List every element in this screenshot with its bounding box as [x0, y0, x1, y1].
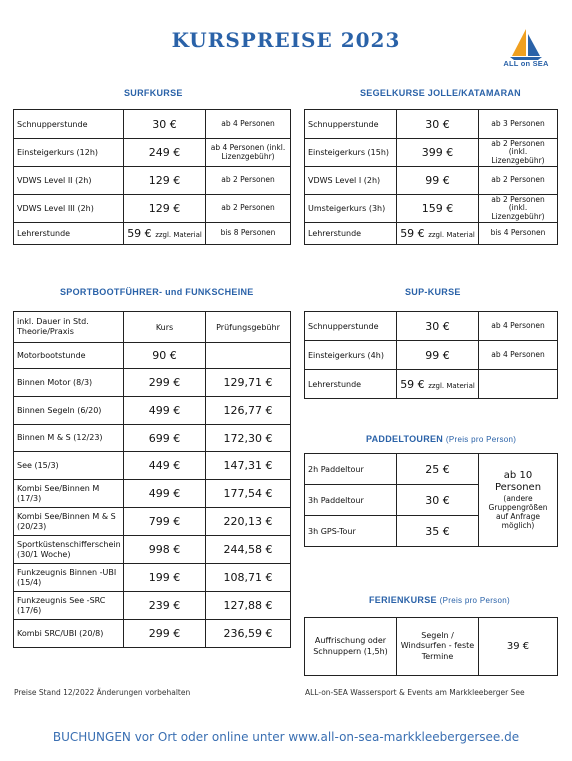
- license-course-price: 299 €: [124, 369, 206, 397]
- ferien-section-title: [369, 595, 510, 605]
- license-exam-fee: 177,54 €: [206, 480, 291, 508]
- sup-row: [305, 312, 558, 341]
- course-note: ab 4 Personen: [206, 110, 291, 139]
- license-name: Motorbootstunde: [14, 343, 124, 369]
- price-value: 30 €: [425, 117, 450, 131]
- surf-row: [14, 195, 291, 223]
- sup-section-title: SUP-KURSE: [405, 287, 461, 297]
- course-name: VDWS Level III (2h): [14, 195, 124, 223]
- page-title: KURSPREISE 2023: [171, 28, 401, 52]
- tour-name: 3h Paddeltour: [305, 485, 397, 516]
- paddel-subtitle: (Preis pro Person): [445, 435, 517, 444]
- course-name: Schnupperstunde: [305, 312, 397, 341]
- sailboat-icon: [500, 26, 552, 62]
- course-note: ab 3 Personen: [479, 110, 558, 139]
- price-value: 159 €: [421, 202, 454, 215]
- course-name: Einsteigerkurs (12h): [14, 139, 124, 167]
- logo-text: ALL on SEA: [503, 59, 549, 68]
- price-value: 59 €: [400, 227, 425, 240]
- price-extra: zzgl. Material: [155, 231, 202, 239]
- license-exam-fee: 220,13 €: [206, 508, 291, 536]
- license-exam-fee: 126,77 €: [206, 397, 291, 425]
- surf-row: [14, 110, 291, 139]
- course-name: Einsteigerkurs (4h): [305, 341, 397, 370]
- course-price: [124, 223, 206, 245]
- ferien-row: [305, 618, 558, 676]
- tour-price: 35 €: [397, 516, 479, 547]
- ferien-price-table: [304, 617, 558, 676]
- sportboot-row: [14, 452, 291, 480]
- license-name: Kombi See/Binnen M & S (20/23): [14, 508, 124, 536]
- segel-price-table: [304, 109, 558, 245]
- license-name: See (15/3): [14, 452, 124, 480]
- ferien-price-cell: 39 €: [479, 618, 558, 676]
- price-value: 30 €: [152, 117, 177, 131]
- sup-price-table: [304, 311, 558, 399]
- segel-row: [305, 139, 558, 167]
- tour-price: 30 €: [397, 485, 479, 516]
- header-name: inkl. Dauer in Std. Theorie/Praxis: [14, 312, 124, 343]
- sportboot-row: [14, 369, 291, 397]
- sup-row: [305, 370, 558, 399]
- surf-row: [14, 167, 291, 195]
- course-price: [397, 341, 479, 370]
- course-note: bis 8 Personen: [206, 223, 291, 245]
- surf-row: [14, 139, 291, 167]
- price-value: 99 €: [425, 348, 450, 362]
- booking-info: BUCHUNGEN vor Ort oder online unter www.all-on-sea-markkleebergersee.de: [52, 730, 520, 744]
- license-course-price: 499 €: [124, 480, 206, 508]
- group-note-sub: (andere Gruppengrößen auf Anfrage möglich): [488, 494, 548, 530]
- sup-row: [305, 341, 558, 370]
- course-note: ab 2 Personen (inkl. Lizenzgebühr): [479, 195, 558, 223]
- course-name: Lehrerstunde: [14, 223, 124, 245]
- license-exam-fee: 236,59 €: [206, 620, 291, 648]
- license-course-price: 239 €: [124, 592, 206, 620]
- course-note: ab 4 Personen: [479, 312, 558, 341]
- surf-section-title: SURFKURSE: [124, 88, 183, 98]
- course-note: ab 4 Personen (inkl. Lizenzgebühr): [206, 139, 291, 167]
- price-value: 249 €: [148, 146, 181, 159]
- segel-section-title: SEGELKURSE JOLLE/KATAMARAN: [360, 88, 521, 98]
- course-note: ab 2 Personen (inkl. Lizenzgebühr): [479, 139, 558, 167]
- license-exam-fee: 147,31 €: [206, 452, 291, 480]
- sportboot-row: [14, 480, 291, 508]
- license-name: Kombi See/Binnen M (17/3): [14, 480, 124, 508]
- brand-logo: [500, 26, 552, 74]
- sportboot-row: [14, 397, 291, 425]
- course-name: Lehrerstunde: [305, 223, 397, 245]
- license-course-price: 449 €: [124, 452, 206, 480]
- header-kurs: Kurs: [124, 312, 206, 343]
- license-course-price: 199 €: [124, 564, 206, 592]
- course-price: [124, 195, 206, 223]
- segel-row: [305, 223, 558, 245]
- course-note: [479, 370, 558, 399]
- course-name: Schnupperstunde: [14, 110, 124, 139]
- segel-row: [305, 195, 558, 223]
- license-name: Binnen Motor (8/3): [14, 369, 124, 397]
- course-price: [397, 139, 479, 167]
- course-price: [397, 167, 479, 195]
- sportboot-row: [14, 536, 291, 564]
- ferien-subtitle: (Preis pro Person): [439, 596, 510, 605]
- course-note: ab 2 Personen: [206, 195, 291, 223]
- course-price: [397, 312, 479, 341]
- price-extra: zzgl. Material: [428, 381, 475, 390]
- license-name: Binnen Segeln (6/20): [14, 397, 124, 425]
- sportboot-row: [14, 425, 291, 452]
- ferien-title: FERIENKURSE: [369, 595, 437, 605]
- course-note: ab 4 Personen: [479, 341, 558, 370]
- course-note: ab 2 Personen: [206, 167, 291, 195]
- license-exam-fee: 244,58 €: [206, 536, 291, 564]
- ferien-course-cell: Auffrischung oder Schnuppern (1,5h): [305, 618, 397, 676]
- license-name: Kombi SRC/UBI (20/8): [14, 620, 124, 648]
- header-gebuehr: Prüfungsgebühr: [206, 312, 291, 343]
- course-name: Lehrerstunde: [305, 370, 397, 399]
- license-course-price: 799 €: [124, 508, 206, 536]
- group-note-main: ab 10 Personen: [494, 470, 542, 493]
- course-price: [124, 139, 206, 167]
- course-price: [397, 223, 479, 245]
- surf-price-table: [13, 109, 291, 245]
- course-price: [397, 195, 479, 223]
- license-name: Funkzeugnis Binnen -UBI (15/4): [14, 564, 124, 592]
- tour-price: 25 €: [397, 454, 479, 485]
- tour-name: 3h GPS-Tour: [305, 516, 397, 547]
- price-value: 59 €: [400, 377, 425, 391]
- tour-name: 2h Paddeltour: [305, 454, 397, 485]
- segel-row: [305, 110, 558, 139]
- paddel-row: [305, 454, 558, 485]
- sportboot-section-title: SPORTBOOTFÜHRER- und FUNKSCHEINE: [60, 287, 254, 297]
- course-name: VDWS Level II (2h): [14, 167, 124, 195]
- course-name: Einsteigerkurs (15h): [305, 139, 397, 167]
- price-value: 30 €: [425, 319, 450, 333]
- group-note-cell: [479, 454, 558, 547]
- sportboot-price-table: [13, 311, 291, 648]
- paddel-title: PADDELTOUREN: [366, 434, 444, 444]
- course-price: [124, 167, 206, 195]
- course-price: [397, 110, 479, 139]
- paddel-price-table: [304, 453, 558, 547]
- license-exam-fee: 127,88 €: [206, 592, 291, 620]
- course-name: VDWS Level I (2h): [305, 167, 397, 195]
- course-name: Umsteigerkurs (3h): [305, 195, 397, 223]
- paddel-section-title: [366, 434, 516, 444]
- price-value: 129 €: [148, 202, 181, 215]
- course-note: ab 2 Personen: [479, 167, 558, 195]
- sportboot-row: [14, 564, 291, 592]
- sportboot-row: [14, 508, 291, 536]
- sportboot-row: [14, 620, 291, 648]
- course-note: bis 4 Personen: [479, 223, 558, 245]
- price-status-note: Preise Stand 12/2022 Änderungen vorbehalten: [14, 688, 191, 697]
- course-price: [397, 370, 479, 399]
- license-exam-fee: 129,71 €: [206, 369, 291, 397]
- price-value: 99 €: [425, 174, 450, 187]
- license-exam-fee: [206, 343, 291, 369]
- license-course-price: 499 €: [124, 397, 206, 425]
- license-name: Binnen M & S (12/23): [14, 425, 124, 452]
- course-name: Schnupperstunde: [305, 110, 397, 139]
- license-course-price: 998 €: [124, 536, 206, 564]
- segel-row: [305, 167, 558, 195]
- price-extra: zzgl. Material: [428, 231, 475, 239]
- license-course-price: 299 €: [124, 620, 206, 648]
- sportboot-row: [14, 592, 291, 620]
- price-value: 129 €: [148, 174, 181, 187]
- license-course-price: 699 €: [124, 425, 206, 452]
- surf-row: [14, 223, 291, 245]
- sportboot-header-row: [14, 312, 291, 343]
- license-exam-fee: 172,30 €: [206, 425, 291, 452]
- license-name: Sportküstenschifferschein (30/1 Woche): [14, 536, 124, 564]
- sportboot-row: [14, 343, 291, 369]
- license-course-price: 90 €: [124, 343, 206, 369]
- course-price: [124, 110, 206, 139]
- license-name: Funkzeugnis See -SRC (17/6): [14, 592, 124, 620]
- license-exam-fee: 108,71 €: [206, 564, 291, 592]
- ferien-type-cell: Segeln / Windsurfen - feste Termine: [397, 618, 479, 676]
- price-value: 59 €: [127, 227, 152, 240]
- price-value: 399 €: [421, 146, 454, 159]
- company-note: ALL-on-SEA Wassersport & Events am Markkleeberger See: [305, 688, 525, 697]
